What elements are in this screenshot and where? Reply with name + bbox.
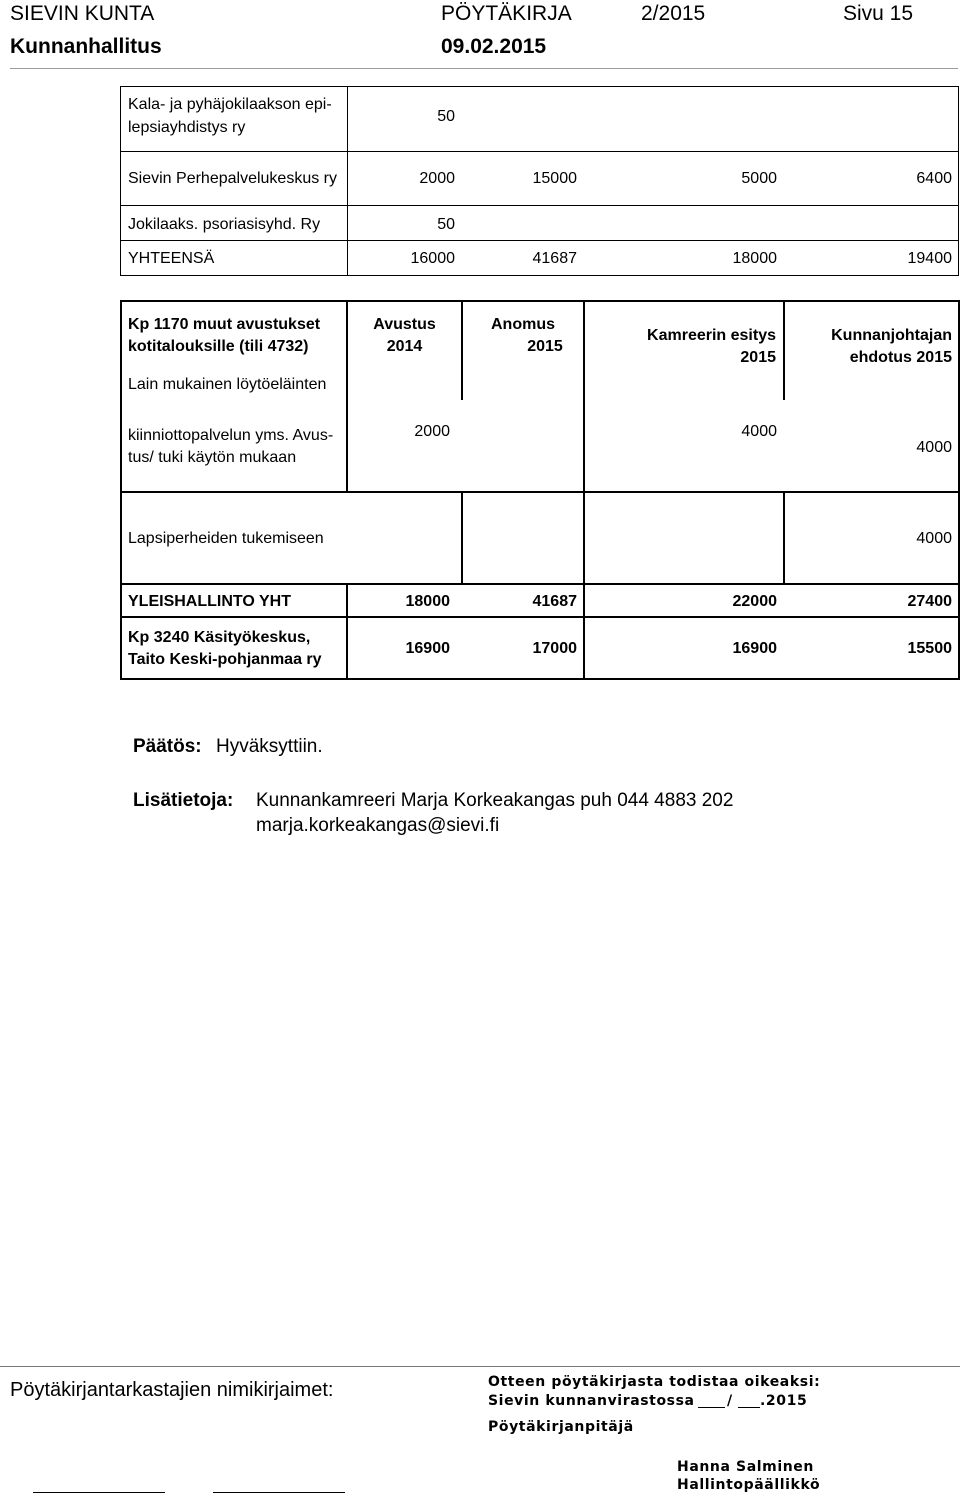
table-cell: 27400	[907, 593, 952, 610]
table1-row-divider	[120, 151, 959, 152]
footer-certify: Otteen pöytäkirjasta todistaa oikeaksi:	[488, 1374, 821, 1390]
decision-text: Hyväksyttiin.	[216, 736, 323, 757]
footer-checkers-label: Pöytäkirjantarkastajien nimikirjaimet:	[10, 1379, 334, 1401]
table-row-name: kiinniottopalvelun yms. Avus-	[128, 427, 334, 444]
info-email[interactable]: marja.korkeakangas@sievi.fi	[256, 815, 500, 836]
table-cell: 19400	[907, 250, 952, 267]
table1-border-bottom	[120, 275, 959, 276]
footer-keeper: Pöytäkirjanpitäjä	[488, 1419, 634, 1435]
page-number: Sivu 15	[843, 2, 914, 25]
doc-number: 2/2015	[641, 2, 706, 25]
info-label: Lisätietoja:	[133, 790, 234, 811]
table-cell: 15000	[532, 170, 577, 187]
meeting-date: 09.02.2015	[441, 35, 547, 58]
table-row-name: Taito Keski-pohjanmaa ry	[128, 651, 322, 668]
table-row-name: Lapsiperheiden tukemiseen	[128, 530, 324, 547]
table-cell: 16000	[410, 250, 455, 267]
footer-signer-name: Hanna Salminen	[677, 1459, 814, 1475]
table-row-name: Kp 3240 Käsityökeskus,	[128, 629, 311, 646]
table-cell: 5000	[741, 170, 777, 187]
table-row-name: YHTEENSÄ	[128, 250, 215, 267]
table2-col-divider	[783, 492, 785, 584]
column-header-anomus: Anomus	[491, 316, 555, 333]
table-row-name: Kala- ja pyhäjokilaakson epi-	[128, 96, 332, 113]
table-cell: 22000	[732, 593, 777, 610]
table-cell: 16900	[732, 640, 777, 657]
table-cell: 50	[437, 108, 455, 125]
table-cell: 18000	[732, 250, 777, 267]
table-row-name: tus/ tuki käytön mukaan	[128, 449, 297, 466]
table-cell: 4000	[916, 439, 952, 456]
table1-row-divider	[120, 240, 959, 241]
table-row-name: Jokilaaks. psoriasisyhd. Ry	[128, 216, 321, 233]
table2-border-top	[120, 300, 960, 302]
table-cell: 41687	[532, 250, 577, 267]
table1-border-right	[958, 86, 959, 276]
table2-col-divider	[461, 492, 463, 584]
footer-slash: /	[727, 1393, 733, 1409]
header-divider	[10, 68, 958, 69]
table-cell: 15500	[907, 640, 952, 657]
table-cell: 2000	[419, 170, 455, 187]
decision-label: Päätös:	[133, 736, 202, 757]
column-header-anomus-year: 2015	[527, 338, 563, 355]
table-cell: 6400	[916, 170, 952, 187]
footer-office: Sievin kunnanvirastossa	[488, 1393, 695, 1409]
table2-border-bottom	[120, 678, 960, 680]
column-header-avustus-year: 2014	[386, 338, 423, 355]
signature-line	[213, 1492, 345, 1493]
column-header-kunnanjohtaja-year: ehdotus 2015	[849, 349, 952, 366]
info-contact: Kunnankamreeri Marja Korkeakangas puh 044 4883 202	[256, 790, 734, 811]
table2-header-label: kotitalouksille (tili 4732)	[128, 338, 309, 355]
doc-type: PÖYTÄKIRJA	[441, 2, 572, 25]
footer-signer-title: Hallintopäällikkö	[677, 1477, 821, 1493]
footer-year: .2015	[760, 1393, 808, 1409]
table-cell: 4000	[741, 423, 777, 440]
table2-row-divider	[120, 583, 960, 585]
table-cell: 50	[437, 216, 455, 233]
body-name: Kunnanhallitus	[10, 35, 162, 58]
table2-border-left	[120, 300, 122, 679]
date-blank	[698, 1407, 725, 1408]
table-row-name: lepsiayhdistys ry	[128, 119, 246, 136]
footer-divider	[0, 1366, 960, 1367]
date-blank	[738, 1407, 760, 1408]
table2-row-divider	[120, 491, 960, 493]
column-header-avustus: Avustus	[373, 316, 436, 333]
column-header-kamreeri-year: 2015	[740, 349, 776, 366]
table1-border-left	[120, 86, 121, 276]
table-row-name: Sievin Perhepalvelukeskus ry	[128, 170, 337, 187]
column-header-kunnanjohtaja: Kunnanjohtajan	[831, 327, 952, 344]
table1-border-top	[120, 86, 959, 87]
column-header-kamreeri: Kamreerin esitys	[647, 327, 776, 344]
table-cell: 17000	[532, 640, 577, 657]
signature-line	[33, 1492, 165, 1493]
org-name: SIEVIN KUNTA	[10, 2, 155, 25]
table-cell: 2000	[414, 423, 450, 440]
table1-row-divider	[120, 205, 959, 206]
table-cell: 41687	[532, 593, 577, 610]
table2-col-divider	[346, 584, 348, 679]
table1-col-divider	[347, 86, 348, 276]
table-cell: 4000	[916, 530, 952, 547]
table-row-name: YLEISHALLINTO YHT	[128, 593, 291, 610]
table2-row-divider	[120, 616, 960, 618]
table2-header-label: Kp 1170 muut avustukset	[128, 316, 321, 333]
table-row-name: Lain mukainen löytöeläinten	[128, 376, 327, 393]
table-cell: 18000	[405, 593, 450, 610]
table-cell: 16900	[405, 640, 450, 657]
